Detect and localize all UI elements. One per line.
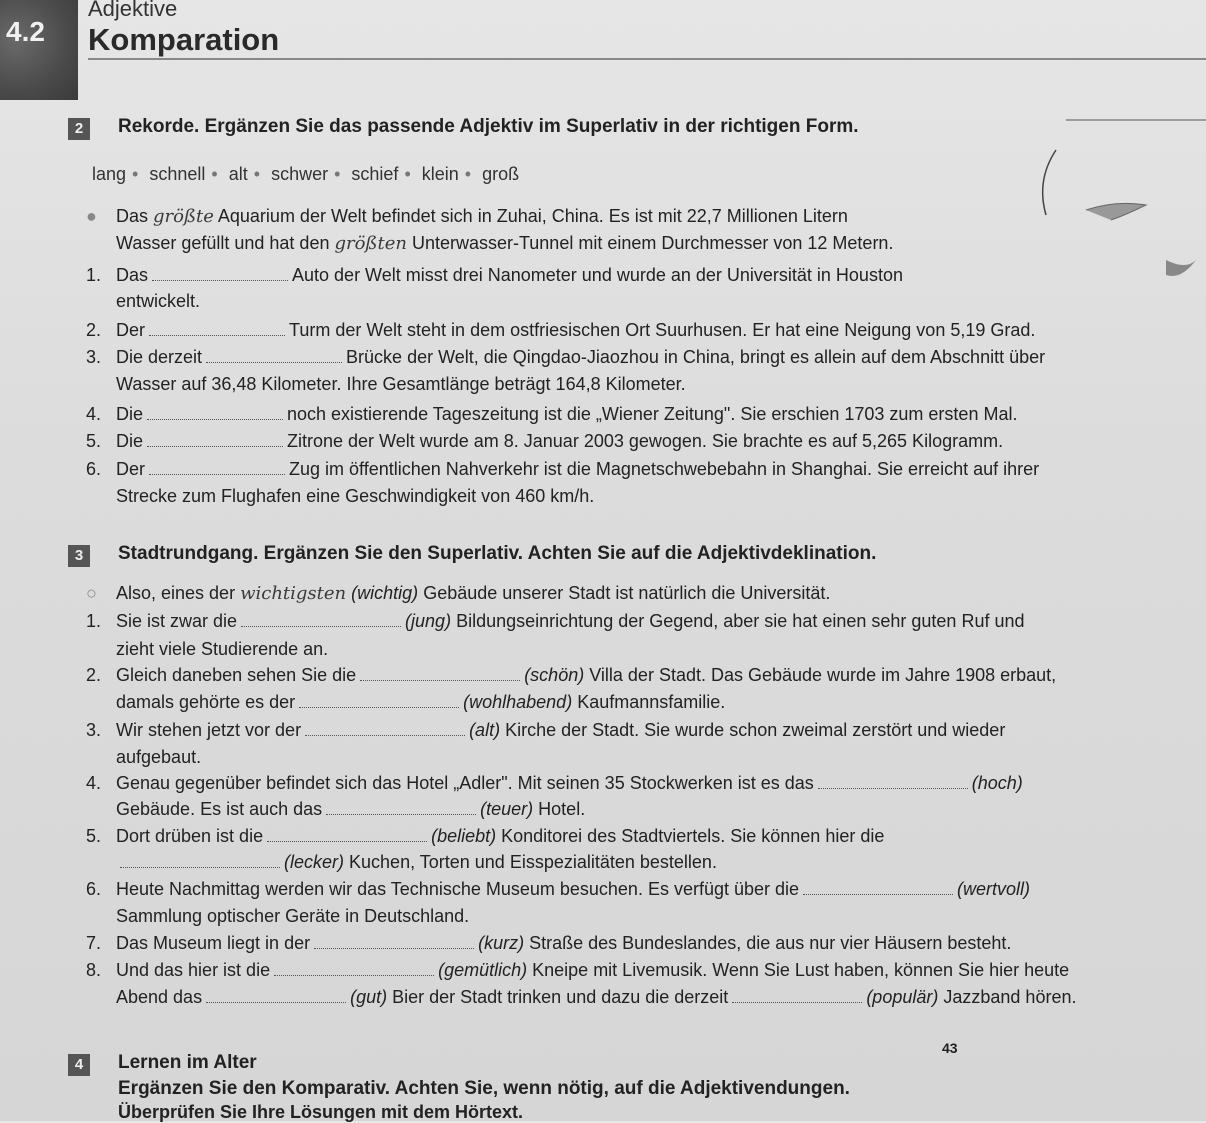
exercise-4-title: Lernen im Alter	[118, 1052, 257, 1073]
exercise-3-title: Stadtrundgang. Ergänzen Sie den Superlativ. Achten Sie auf die Adjektivdeklination.	[118, 543, 877, 564]
exercise-4-instruction: Ergänzen Sie den Komparativ. Achten Sie, wenn nötig, auf die Adjektivendungen.	[118, 1078, 850, 1099]
chapter-number: 4.2	[6, 16, 45, 47]
example-answer: größte	[153, 206, 214, 227]
exercise-item: 5. Dort drüben ist die (beliebt) Konditorei des Stadtviertels. Sie können hier die	[86, 826, 885, 846]
exercise-item: 8. Und das hier ist die (gemütlich) Kneipe mit Livemusik. Wenn Sie Lust haben, können Sie hier heute	[86, 960, 1070, 980]
word-bank-item: alt	[228, 164, 248, 184]
answer-blank[interactable]	[299, 693, 459, 708]
example-answer: größten	[334, 233, 407, 254]
word-bank-item: lang	[92, 164, 127, 184]
chapter-tab	[0, 0, 78, 100]
exercise-2-badge: 2	[68, 118, 90, 140]
answer-blank[interactable]	[147, 432, 283, 447]
exercise-item: 1. Sie ist zwar die (jung) Bildungseinrichtung der Gegend, aber sie hat einen sehr guten Ruf und	[86, 611, 1025, 631]
exercise-2-title: Rekorde. Ergänzen Sie das passende Adjektiv im Superlativ in der richtigen Form.	[118, 116, 859, 137]
answer-blank[interactable]	[803, 880, 953, 895]
exercise-item: 3. Wir stehen jetzt vor der (alt) Kirche der Stadt. Sie wurde schon zweimal zerstört und wieder	[86, 720, 1006, 740]
page-number: 43	[942, 1040, 958, 1056]
exercise-item-continuation: damals gehörte es der (wohlhabend) Kaufmannsfamilie.	[116, 692, 726, 712]
answer-blank[interactable]	[120, 853, 280, 868]
word-bank: lang • schnell • alt • schwer • schief • klein • groß	[92, 164, 520, 184]
exercise-item-continuation: zieht viele Studierende an.	[116, 639, 329, 659]
answer-blank[interactable]	[206, 988, 346, 1003]
example-line: ● Das größte Aquarium der Welt befindet sich in Zuhai, China. Es ist mit 22,7 Millionen Litern	[86, 206, 848, 227]
example-answer: wichtigsten	[240, 583, 347, 604]
exercise-item: 4. Die noch existierende Tageszeitung ist die „Wiener Zeitung". Sie erschien 1703 zum ersten Mal.	[86, 404, 1018, 424]
answer-blank[interactable]	[206, 348, 342, 363]
answer-blank[interactable]	[149, 460, 285, 475]
answer-blank[interactable]	[732, 988, 862, 1003]
exercise-item: 4. Genau gegenüber befindet sich das Hotel „Adler". Mit seinen 35 Stockwerken ist es das (hoch)	[86, 773, 1023, 793]
answer-blank[interactable]	[314, 934, 474, 949]
answer-blank[interactable]	[274, 961, 434, 976]
exercise-item-continuation: (lecker) Kuchen, Torten und Eisspezialitäten bestellen.	[116, 852, 717, 873]
answer-blank[interactable]	[152, 266, 288, 281]
word-bank-item: klein	[421, 164, 459, 184]
exercise-item-continuation: entwickelt.	[116, 291, 201, 311]
exercise-item: 5. Die Zitrone der Welt wurde am 8. Januar 2003 gewogen. Sie brachte es auf 5,265 Kilogramm.	[86, 431, 1004, 451]
exercise-item: 6. Der Zug im öffentlichen Nahverkehr ist die Magnetschwebebahn in Shanghai. Sie erreicht auf ihrer	[86, 459, 1040, 479]
word-bank-item: schnell	[149, 164, 206, 184]
section-label: Adjektive	[88, 0, 178, 21]
exercise-item: 2. Gleich daneben sehen Sie die (schön) Villa der Stadt. Das Gebäude wurde im Jahre 1908 erbaut,	[86, 665, 1057, 685]
sketch-illustration	[1026, 110, 1206, 310]
exercise-3-badge: 3	[68, 545, 90, 567]
exercise-item: 3. Die derzeit Brücke der Welt, die Qingdao-Jiaozhou in China, bringt es allein auf dem Abschnitt über	[86, 347, 1046, 367]
word-bank-item: schwer	[271, 164, 329, 184]
word-bank-item: schief	[351, 164, 399, 184]
page-title: Komparation	[88, 22, 280, 57]
exercise-item-continuation: Abend das (gut) Bier der Stadt trinken und dazu die derzeit (populär) Jazzband hören.	[116, 987, 1077, 1007]
exercise-item-continuation: aufgebaut.	[116, 747, 202, 767]
exercise-4-badge: 4	[68, 1054, 90, 1076]
word-bank-item: groß	[482, 164, 520, 184]
exercise-item-continuation: Wasser auf 36,48 Kilometer. Ihre Gesamtlänge beträgt 164,8 Kilometer.	[116, 374, 686, 394]
answer-blank[interactable]	[147, 405, 283, 420]
exercise-item-continuation: Strecke zum Flughafen eine Geschwindigkeit von 460 km/h.	[116, 486, 595, 506]
header-divider	[88, 58, 1206, 60]
exercise-item: 6. Heute Nachmittag werden wir das Technische Museum besuchen. Es verfügt über die (wertvoll)	[86, 879, 1031, 899]
example-line: ○ Also, eines der wichtigsten (wichtig) Gebäude unserer Stadt ist natürlich die Universität.	[86, 583, 831, 604]
answer-blank[interactable]	[818, 774, 968, 789]
answer-blank[interactable]	[267, 827, 427, 842]
answer-blank[interactable]	[149, 321, 285, 336]
answer-blank[interactable]	[305, 721, 465, 736]
answer-blank[interactable]	[241, 612, 401, 627]
answer-blank[interactable]	[326, 800, 476, 815]
exercise-item: 2. Der Turm der Welt steht in dem ostfriesischen Ort Suurhusen. Er hat eine Neigung von 5,19 Grad.	[86, 320, 1036, 340]
exercise-item: 7. Das Museum liegt in der (kurz) Straße des Bundeslandes, die aus nur vier Häusern besteht.	[86, 933, 1012, 953]
exercise-4-instruction-2: Überprüfen Sie Ihre Lösungen mit dem Hörtext.	[118, 1102, 524, 1122]
exercise-item-continuation: Sammlung optischer Geräte in Deutschland.	[116, 906, 470, 926]
exercise-item: 1. Das Auto der Welt misst drei Nanometer und wurde an der Universität in Houston	[86, 265, 903, 285]
example-line: Wasser gefüllt und hat den größten Unterwasser-Tunnel mit einem Durchmesser von 12 Metern.	[116, 233, 894, 254]
answer-blank[interactable]	[360, 666, 520, 681]
exercise-item-continuation: Gebäude. Es ist auch das (teuer) Hotel.	[116, 799, 586, 819]
